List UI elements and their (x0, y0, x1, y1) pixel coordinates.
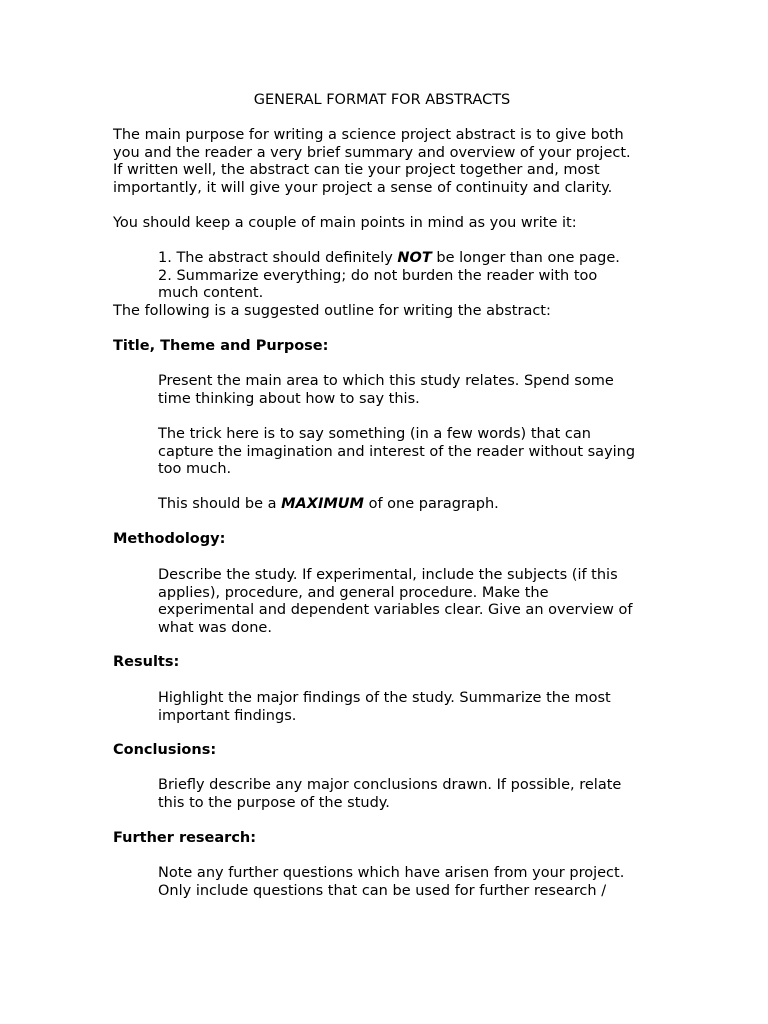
section-heading-methodology: Methodology: (113, 531, 226, 547)
outline-intro: The following is a suggested outline for writing the abstract: (113, 303, 551, 319)
paragraph-line: applies), procedure, and general procedure. Make the (158, 584, 549, 601)
conclusions-paragraph (158, 777, 678, 812)
section-heading-title-theme: Title, Theme and Purpose: (113, 338, 329, 354)
title-theme-paragraph-2 (158, 426, 678, 479)
paragraph-line: Present the main area to which this study relates. Spend some (158, 373, 614, 389)
paragraph-text: This should be a (158, 496, 282, 512)
results-paragraph (158, 690, 678, 725)
paragraph-line: Note any further questions which have arisen from your project. (158, 865, 625, 881)
title-theme-paragraph-3 (158, 496, 678, 514)
paragraph-line: too much. (158, 461, 232, 478)
point-text: 1. The abstract should definitely (158, 250, 398, 266)
section-heading-conclusions: Conclusions: (113, 742, 217, 758)
point-list (158, 250, 678, 303)
paragraph-line: what was done. (158, 619, 272, 636)
point-emphasis: NOT (397, 250, 432, 266)
paragraph-emphasis: MAXIMUM (281, 496, 364, 512)
section-heading-results: Results: (113, 654, 180, 670)
paragraph-line: Describe the study. If experimental, include the subjects (if this (158, 567, 618, 583)
paragraph-line: time thinking about how to say this. (158, 390, 420, 407)
point-item-2-cont: much content. (158, 285, 264, 302)
paragraph-line: this to the purpose of the study. (158, 794, 390, 811)
intro-paragraph (113, 127, 673, 197)
intro-line: you and the reader a very brief summary and overview of your project. (113, 144, 631, 161)
document-title: GENERAL FORMAT FOR ABSTRACTS (253, 92, 511, 108)
paragraph-line: Highlight the major findings of the study. Summarize the most (158, 690, 611, 706)
paragraph-line: capture the imagination and interest of the reader without saying (158, 443, 636, 460)
points-intro: You should keep a couple of main points in mind as you write it: (113, 215, 577, 231)
point-item-2: 2. Summarize everything; do not burden the reader with too (158, 267, 598, 284)
point-item-1 (158, 250, 678, 268)
paragraph-line: Briefly describe any major conclusions drawn. If possible, relate (158, 777, 622, 793)
section-heading-further-research: Further research: (113, 830, 257, 846)
further-research-paragraph (158, 865, 678, 900)
intro-line: The main purpose for writing a science project abstract is to give both (113, 127, 624, 143)
paragraph-text: of one paragraph. (363, 496, 499, 512)
paragraph-line: experimental and dependent variables clear. Give an overview of (158, 602, 633, 619)
point-text: be longer than one page. (431, 250, 620, 266)
paragraph-line: Only include questions that can be used for further research / (158, 882, 607, 899)
methodology-paragraph (158, 567, 678, 637)
intro-line: If written well, the abstract can tie your project together and, most (113, 162, 600, 179)
title-theme-paragraph-1 (158, 373, 678, 408)
paragraph-line (158, 496, 678, 514)
intro-line: importantly, it will give your project a sense of continuity and clarity. (113, 179, 613, 196)
paragraph-line: important findings. (158, 707, 297, 724)
paragraph-line: The trick here is to say something (in a few words) that can (158, 426, 591, 442)
